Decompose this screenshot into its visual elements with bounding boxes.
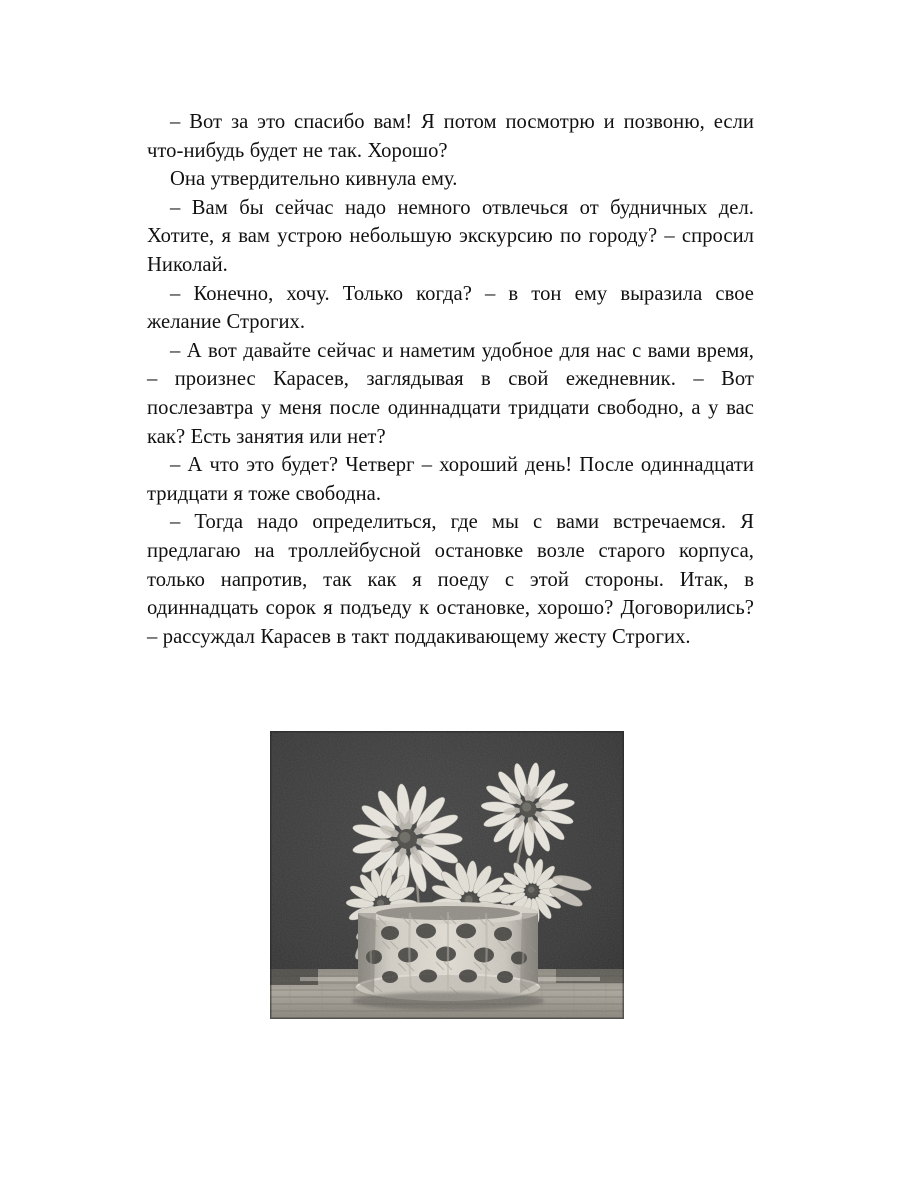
paragraph: – Вам бы сейчас надо немного отвлечься от будничных дел. Хотите, я вам устрою небольшую экскурсию по городу? – спросил Николай. <box>147 196 754 276</box>
paragraph: – Тогда надо определиться, где мы с вами встречаемся. Я предлагаю на троллейбусной остановке возле старого корпуса, только напротив, так как я поеду с этой стороны. Итак, в одиннадцать сорок я подъеду к остановке, хорошо? Договорились? – рассуждал Карасев в такт поддакивающему жесту Строгих. <box>147 511 754 648</box>
paragraph: – А вот давайте сейчас и наметим удобное для нас с вами время, – произнес Карасев, заглядывая в свой ежедневник. – Вот послезавтра у меня после одиннадцати тридцати свободно, а у вас как? Есть занятия или нет? <box>147 339 754 448</box>
figure-photograph <box>270 731 624 1019</box>
text-column <box>147 108 754 651</box>
paragraph: Она утвердительно кивнула ему. <box>170 168 458 191</box>
paragraph: – Вот за это спасибо вам! Я потом посмотрю и позвоню, если что-нибудь будет не так. Хорошо? <box>147 111 754 162</box>
paragraph: – Конечно, хочу. Только когда? – в тон ему выразила свое желание Строгих. <box>147 282 754 334</box>
photograph-flowers-in-crocheted-basket <box>270 731 624 1019</box>
paragraph: – А что это будет? Четверг – хороший день! После одиннадцати тридцати я тоже свободна. <box>147 454 754 505</box>
